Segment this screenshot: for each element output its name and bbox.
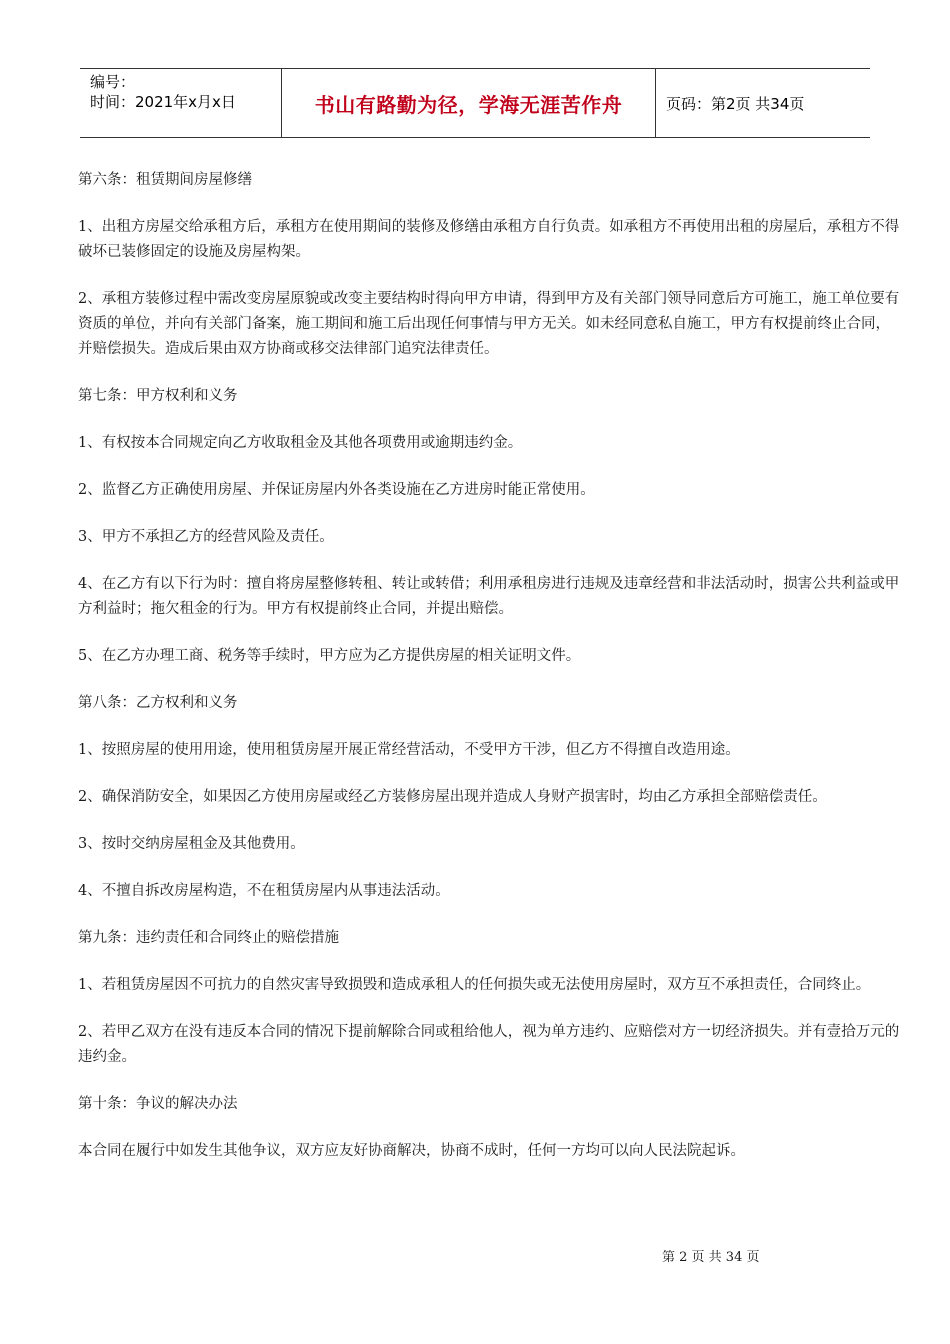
article-7-clause-3: 3、甲方不承担乙方的经营风险及责任。 [78, 529, 334, 545]
header-page-number: 页码：第2页 共34页 [666, 94, 805, 113]
article-8-heading: 第八条：乙方权利和义务 [78, 695, 238, 711]
article-10-clause: 本合同在履行中如发生其他争议，双方应友好协商解决，协商不成时，任何一方均可以向人民法院起诉。 [78, 1143, 745, 1159]
page-footer: 第 2 页 共 34 页 [662, 1250, 760, 1265]
document-date-label: 时间：2021年x月x日 [90, 93, 236, 111]
article-7-clause-5: 5、在乙方办理工商、税务等手续时，甲方应为乙方提供房屋的相关证明文件。 [78, 648, 581, 664]
article-7-clause-4: 4、在乙方有以下行为时：擅自将房屋整修转租、转让或转借；利用承租房进行违规及违章经营和非法活动时，损害公共利益或甲方利益时；拖欠租金的行为。甲方有权提前终止合同，并提出赔偿。 [78, 576, 900, 617]
header-motto-cell [281, 69, 656, 137]
article-7-clause-1: 1、有权按本合同规定向乙方收取租金及其他各项费用或逾期违约金。 [78, 435, 523, 451]
article-8-clause-1: 1、按照房屋的使用用途，使用租赁房屋开展正常经营活动，不受甲方干涉，但乙方不得擅自改造用途。 [78, 742, 740, 758]
header-motto: 书山有路勤为径，学海无涯苦作舟 [314, 92, 623, 117]
page-header [80, 68, 870, 138]
article-8-clause-4: 4、不擅自拆改房屋构造，不在租赁房屋内从事违法活动。 [78, 883, 450, 899]
header-meta [80, 69, 280, 137]
article-10-heading: 第十条：争议的解决办法 [78, 1096, 238, 1112]
article-7-clause-2: 2、监督乙方正确使用房屋、并保证房屋内外各类设施在乙方进房时能正常使用。 [78, 482, 595, 498]
article-7-heading: 第七条：甲方权利和义务 [78, 388, 238, 404]
article-8-clause-3: 3、按时交纳房屋租金及其他费用。 [78, 836, 305, 852]
article-9-clause-1: 1、若租赁房屋因不可抗力的自然灾害导致损毁和造成承租人的任何损失或无法使用房屋时，双方互不承担责任，合同终止。 [78, 977, 871, 993]
document-body [78, 168, 902, 1186]
article-8-clause-2: 2、确保消防安全，如果因乙方使用房屋或经乙方装修房屋出现并造成人身财产损害时，均由乙方承担全部赔偿责任。 [78, 789, 827, 805]
document-number-label: 编号： [90, 73, 136, 91]
article-6-heading: 第六条：租赁期间房屋修缮 [78, 172, 252, 188]
article-6-clause-1: 1、出租方房屋交给承租方后，承租方在使用期间的装修及修缮由承租方自行负责。如承租方不再使用出租的房屋后，承租方不得破坏已装修固定的设施及房屋构架。 [78, 219, 900, 260]
article-9-heading: 第九条：违约责任和合同终止的赔偿措施 [78, 930, 339, 946]
article-9-clause-2: 2、若甲乙双方在没有违反本合同的情况下提前解除合同或租给他人，视为单方违约、应赔偿对方一切经济损失。并有壹拾万元的违约金。 [78, 1024, 900, 1065]
article-6-clause-2: 2、承租方装修过程中需改变房屋原貌或改变主要结构时得向甲方申请，得到甲方及有关部门领导同意后方可施工，施工单位要有资质的单位，并向有关部门备案，施工期间和施工后出现任何事情与甲方无关。如未经同意私自施工，甲方有权提前终止合同，并赔偿损失。造成后果由双方协商或移交法律部门追究法律责任。 [78, 291, 900, 357]
